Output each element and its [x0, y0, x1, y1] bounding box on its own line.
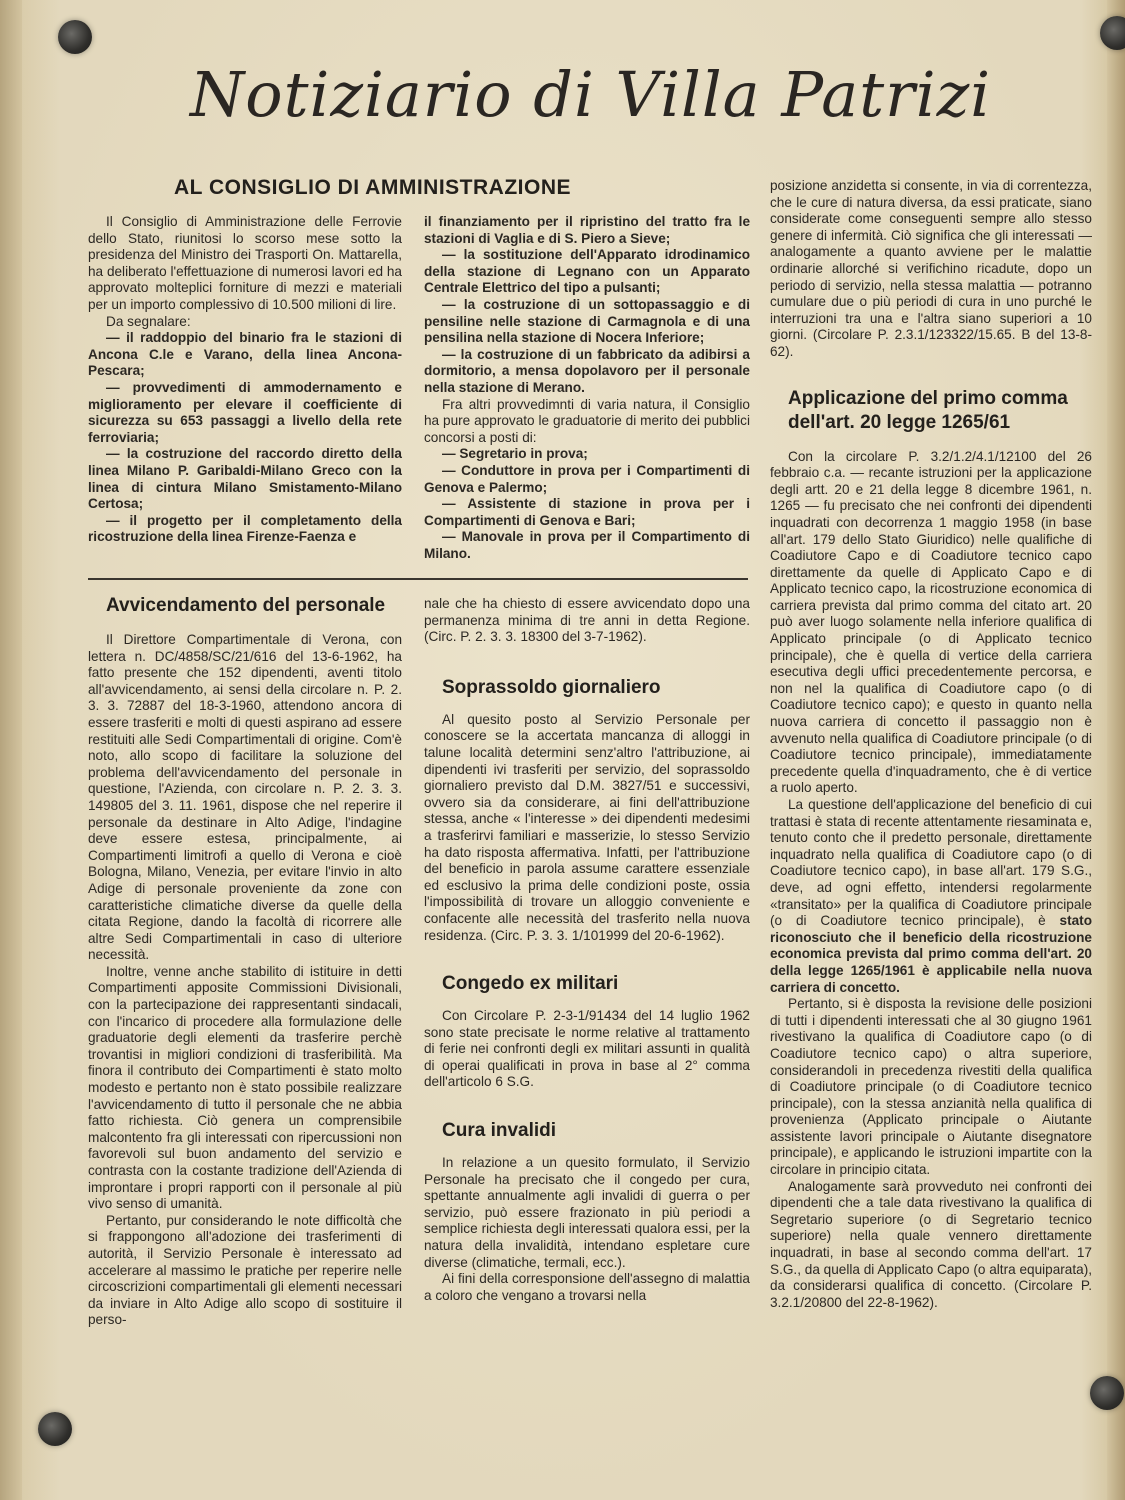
consiglio-col1-paragraph: — la costruzione del raccordo diretto della linea Milano P. Garibaldi-Milano Greco con la linea di cintura Milano Smistamento-Milano Certosa;	[88, 446, 402, 512]
middle-column	[424, 596, 750, 1304]
consiglio-col2-paragraph: — Manovale in prova per il Compartimento di Milano.	[424, 529, 750, 561]
applicazione-p2	[770, 797, 1092, 996]
consiglio-col2-paragraph: — Conduttore in prova per i Compartimenti di Genova e Palermo;	[424, 462, 750, 495]
consiglio-col2-paragraph: — Assistente di stazione in prova per i Compartimenti di Genova e Bari;	[424, 496, 750, 528]
avvicendamento-cont: nale che ha chiesto di essere avvicendato dopo una permanenza minima di tre anni in detta Regione. (Circ. P. 2. 3. 3. 18300 del 3-7-1962).	[424, 596, 750, 645]
applicazione-p2b: stato riconosciuto che il beneficio della ricostruzione economica prevista dal primo comma dell'art. 20 della legge 1265/1961 è applicabile nella nuova carriera di concetto.	[770, 913, 1092, 995]
avvicendamento-heading: Avvicendamento del personale	[106, 595, 386, 616]
consiglio-col2-paragraph: — la costruzione di un sottopassaggio e di pensiline nelle stazione di Carmagnola e di una pensilina nella stazione di Nocera Inferiore;	[424, 296, 750, 346]
applicazione-p2a: La questione dell'applicazione del beneficio di cui trattasi è stata di recente attentamente riesaminata e, tenuto conto che il predetto personale, direttamente inquadrato nella qualifica di Coadiutore capo (o di Coadiutore tecnico capo), in base all'art. 179 S.G., deve, ad ogni effetto, intendersi regolarmente «transitato» per la qualifica di Coadiutore principale (o di Coadiutore tecnico principale), è	[770, 797, 1092, 929]
cura-heading: Cura invalidi	[442, 1120, 557, 1142]
applicazione-p1: Con la circolare P. 3.2/1.2/4.1/12100 del 26 febbraio c.a. — recante istruzioni per la applicazione degli artt. 20 e 21 della legge 8 dicembre 1961, n. 1265 — fu precisato che nei confronti dei dipendenti inquadrati con decorrenza 1 maggio 1958 (in base all'art. 179 dello Stato Giuridico) nelle qualifiche di Coadiutore Capo e di Coadiutore tecnico capo direttamente da quelle di Applicato Capo e di Applicato tecnico capo, la ricostruzione economica di carriera prevista dal primo comma del citato art. 20 può aver luogo solamente nella inferiore qualifica di Applicato principale (o di Applicato tecnico principale), che è quella di vertice della carriera esecutiva degli uffici precedentemente percorsa, e non nel la qualifica di Coadiutore capo (o di Coadiutore tecnico capo); e questo in quanto nella nuova carriera di concetto il passaggio non è avvenuto nella qualifica di Coadiutore principale (o di Coadiutore tecnico principale), immediatamente precedente quella d'inquadramento, che è di vertice a ruolo aperto.	[770, 448, 1092, 796]
consiglio-column-1	[88, 214, 402, 546]
masthead-title: Notiziario di Villa Patrizi	[190, 58, 992, 131]
consiglio-col2-paragraph: il finanziamento per il ripristino del tratto fra le stazioni di Vaglia e di S. Piero a Sieve;	[424, 214, 750, 246]
consiglio-col2-paragraph: Fra altri provvedimnti di varia natura, il Consiglio ha pure approvato le graduatorie di merito dei pubblici concorsi a posti di:	[424, 396, 750, 445]
consiglio-col1-paragraph: Da segnalare:	[106, 313, 191, 329]
avvicendamento-p2: Inoltre, venne anche stabilito di istituire in detti Compartimenti apposite Commissioni Divisionali, con la partecipazione dei rappresentanti sindacali, con l'incarico di procedere alla formulazione delle graduatorie degli elementi da trasferire perchè trovantisi in migliori condizioni di trasferibilità. Ma finora il contributo dei Compartimenti è stato molto modesto e pertanto non è stato possibile realizzare l'avvicendamento di tutto il personale che ne abbia fatto richiesta. Ciò genera un comprensibile malcontento fra gli interessati con ripercussioni non favorevoli sul buon andamento del servizio e contrasta con la costante tradizione dell'Azienda di improntare i propri rapporti con il personale al più vivo senso di umanità.	[88, 963, 402, 1212]
consiglio-column-2	[424, 214, 750, 562]
right-column	[770, 178, 1092, 1311]
applicazione-heading-1: Applicazione del primo comma	[788, 387, 1068, 409]
cura-p2: Ai fini della corresponsione dell'assegno di malattia a coloro che vengano a trovarsi nella	[424, 1271, 750, 1303]
consiglio-col1-paragraph: — il raddoppio del binario fra le stazioni di Ancona C.le e Varano, della linea Ancona-Pescara;	[88, 330, 402, 379]
page-left-edge	[0, 0, 22, 1500]
consiglio-col1-paragraph: — provvedimenti di ammodernamento e miglioramento per elevare il coefficiente di sicurezza su 653 passaggi a livello della rete ferroviaria;	[88, 379, 402, 445]
congedo-p1: Con Circolare P. 2-3-1/91434 del 14 luglio 1962 sono state precisate le norme relative al trattamento di ferie nei confronti degli ex militari assunti in qualità di operai qualificati in prova in base al 2° comma dell'articolo 6 S.G.	[424, 1008, 750, 1090]
consiglio-col2-paragraph: — la sostituzione dell'Apparato idrodinamico della stazione di Legnano con un Apparato Centrale Elettrico del tipo a pulsanti;	[424, 247, 750, 296]
consiglio-col2-paragraph: — la costruzione di un fabbricato da adibirsi a dormitorio, a mensa dopolavoro per il personale nella stazione di Merano.	[424, 346, 750, 395]
consiglio-col1-paragraph: Il Consiglio di Amministrazione delle Ferrovie dello Stato, riunitosi lo scorso mese sotto la presidenza del Ministro dei Trasporti On. Mattarella, ha deliberato l'effettuazione di numerosi lavori ed ha approvato molteplici forniture di mezzi e materiali per un importo complessivo di 10.500 milioni di lire.	[88, 214, 402, 312]
section-divider	[88, 578, 748, 580]
applicazione-p4: Analogamente sarà provveduto nei confronti dei dipendenti che a tale data rivestivano la qualifica di Segretario superiore (o di Segretario tecnico superiore) nella quale vennero direttamente inquadrati, in base al secondo comma dell'art. 17 S.G., da quella di Applicato Capo (o altra equiparata), da considerarsi qualifica di concetto. (Circolare P. 3.2.1/20800 del 22-8-1962).	[770, 1178, 1092, 1310]
soprassoldo-heading: Soprassoldo giornaliero	[442, 676, 661, 698]
avvicendamento-column	[88, 594, 402, 1329]
applicazione-heading-2: dell'art. 20 legge 1265/61	[788, 411, 1011, 433]
page-right-edge	[1107, 0, 1125, 1500]
consiglio-heading: AL CONSIGLIO DI AMMINISTRAZIONE	[174, 176, 571, 199]
thumbtack-icon	[38, 1412, 72, 1446]
applicazione-p3: Pertanto, si è disposta la revisione delle posizioni di tutti i dipendenti interessati che al 30 giugno 1961 rivestivano la qualifica di Coadiutore capo (o di Coadiutore tecnico capo) o altra superiore, considerandoli in precedenza rivestiti della qualifica di Coadiutore principale (o di Coadiutore tecnico principale), con la stessa anzianità nella qualifica di provenienza (Applicato principale o Aiutante assistente lavori principale o Aiutante disegnatore principale), e applicando le istruzioni impartite con la circolare in principio citata.	[770, 996, 1092, 1178]
avvicendamento-p1: Il Direttore Compartimentale di Verona, con lettera n. DC/4858/SC/21/616 del 13-6-1962, ha fatto presente che 152 dipendenti, aventi titolo all'avvicendamento, ai sensi della circolare n. P. 2. 3. 3. 72887 del 18-3-1960, attendono ancora di essere trasferiti e molti di questi aspirano ad essere restituiti alle Sedi Compartimentali di origine. Com'è noto, allo scopo di facilitare la soluzione del problema dell'avvicendamento del personale in questione, l'Azienda, con circolare n. P. 2. 3. 3. 149805 del 3. 11. 1961, dispose che nel reperire il personale da destinare in Alto Adige, l'indagine deve essere estesa, principalmente, ai Compartimenti limitrofi a quello di Verona e cioè Bologna, Milano, Venezia, per evitare l'invio in alto Adige di personale proveniente da zone con caratteristiche climatiche diverse da quelle della citata Regione, dando la facoltà di ricorrere alle altre Sedi Compartimentali in caso di ulteriore necessità.	[88, 632, 402, 963]
cura-p1: In relazione a un quesito formulato, il Servizio Personale ha precisato che il congedo per cura, spettante annualmente agli invalidi di guerra o per servizio, può essere frazionato in più periodi a semplice richiesta degli interessati qualora essi, per la natura della invalidità, intendano espletare cure diverse (climatiche, termali, ecc.).	[424, 1155, 750, 1270]
col3-top-text: posizione anzidetta si consente, in via di correntezza, che le cure di natura diversa, da essi praticate, siano considerate come conseguenti sempre allo stesso genere di infermità. Ciò significa che gli interessati — analogamente a quanto avviene per le malattie ordinarie allorché si verifichino ricadute, dopo un periodo di servizio, nella stessa malattia — potranno cumulare due o più periodi di cura in uno purché le interruzioni tra una e l'altra siano superiori a 10 giorni. (Circolare P. 2.3.1/123322/15.65. B del 13-8-62).	[770, 178, 1092, 359]
consiglio-col2-paragraph: — Segretario in prova;	[442, 446, 588, 462]
thumbtack-icon	[1100, 16, 1125, 50]
soprassoldo-p1: Al quesito posto al Servizio Personale per conoscere se la accertata mancanza di alloggi in talune località determini senz'altro l'attribuzione, ai dipendenti ivi trasferiti per servizio, del soprassoldo giornaliero previsto dal D.M. 3827/51 e successivi, ovvero sia da considerare, ai fini dell'attribuzione stessa, anche « l'interesse » dei dipendenti medesimi a trasferirvi familiari e masserizie, lo stesso Servizio ha dato risposta affermativa. Infatti, per l'attribuzione del beneficio in parola assume carattere essenziale ed esclusivo la prima delle condizioni poste, ossia l'impossibilità di trovare un alloggio conveniente e confacente alle necessità del trasferito nella nuova residenza. (Circ. P. 3. 3. 1/101999 del 20-6-1962).	[424, 711, 750, 943]
consiglio-col1-paragraph: — il progetto per il completamento della ricostruzione della linea Firenze-Faenza e	[88, 512, 402, 545]
thumbtack-icon	[58, 20, 92, 54]
thumbtack-icon	[1090, 1376, 1124, 1410]
congedo-heading: Congedo ex militari	[442, 973, 619, 995]
avvicendamento-p3: Pertanto, pur considerando le note difficoltà che si frappongono all'adozione dei trasferimenti di autorità, il Servizio Personale è interessato ad accelerare al massimo le pratiche per reperire nelle circoscrizioni compartimentali gli elementi necessari da inviare in Alto Adige allo scopo di sostituire il perso-	[88, 1212, 402, 1328]
